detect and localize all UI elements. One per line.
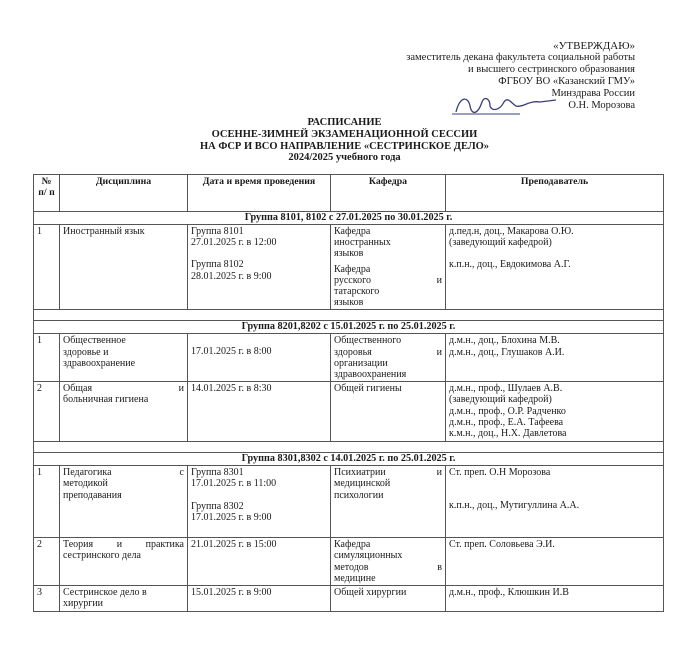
row-teacher xyxy=(446,466,664,538)
teacher-line: (заведующий кафедрой) xyxy=(449,237,552,249)
title-line: 2024/2025 учебного года xyxy=(288,152,401,164)
teacher-line: к.м.н., доц., Н.Х. Давлетова xyxy=(449,428,567,440)
row-num: 2 xyxy=(34,382,60,442)
row-teacher xyxy=(446,225,664,310)
table-row xyxy=(34,586,664,612)
table-row xyxy=(34,466,664,538)
spacer-row xyxy=(34,442,664,453)
table-row xyxy=(34,334,664,382)
row-department: Общей хирургии xyxy=(331,586,446,612)
row-num: 3 xyxy=(34,586,60,612)
row-num: 2 xyxy=(34,538,60,586)
row-datetime xyxy=(188,225,331,310)
department-line: медицине xyxy=(334,572,376,584)
department-line: Кафедра xyxy=(334,539,371,551)
discipline-line: Теория и практика xyxy=(63,539,184,551)
spacer-row xyxy=(34,310,664,321)
row-department xyxy=(331,225,446,310)
department-line: медицинской xyxy=(334,478,391,490)
teacher-line: Ст. преп. О.Н Морозова xyxy=(449,467,551,479)
header-num: № п/ п xyxy=(34,175,60,212)
group-title: Группа 8101, 8102 с 27.01.2025 по 30.01.2025 г. xyxy=(34,212,664,225)
row-discipline: Иностранный язык xyxy=(60,225,188,310)
datetime-line: Группа 8302 xyxy=(191,500,244,512)
title-line: РАСПИСАНИЕ xyxy=(307,117,382,128)
department-line: психологии xyxy=(334,489,384,501)
row-department xyxy=(331,538,446,586)
discipline-line: Сестринское дело в xyxy=(63,587,147,599)
datetime-line: 28.01.2025 г. в 9:00 xyxy=(191,270,272,282)
group-header-row xyxy=(34,212,664,225)
header-teacher: Преподаватель xyxy=(446,175,664,212)
department-line: Общественного xyxy=(334,335,402,347)
teacher-line: д.м.н., доц., Глушаков А.И. xyxy=(449,346,565,358)
row-department xyxy=(331,466,446,538)
teacher-line: (заведующий кафедрой) xyxy=(449,394,552,406)
approval-line: заместитель декана факультета социальной работы xyxy=(406,52,635,63)
department-line: здравоохранения xyxy=(334,369,407,381)
signature-line xyxy=(568,100,635,112)
schedule-table xyxy=(33,174,664,612)
row-datetime: 15.01.2025 г. в 9:00 xyxy=(188,586,331,612)
discipline-line: Педагогика с xyxy=(63,467,184,479)
approval-block xyxy=(315,40,635,112)
group-header-row xyxy=(34,453,664,466)
table-row xyxy=(34,225,664,310)
department-line: иностранных xyxy=(334,237,391,249)
teacher-line: к.п.н., доц., Мутигуллина А.А. xyxy=(449,500,580,512)
teacher-line: д.м.н., проф., О.Р. Радченко xyxy=(449,405,566,417)
teacher-line: к.п.н., доц., Евдокимова А.Г. xyxy=(449,259,571,271)
header-department: Кафедра xyxy=(331,175,446,212)
discipline-line: преподавания xyxy=(63,489,122,501)
department-line: методов в xyxy=(334,561,442,573)
row-num: 1 xyxy=(34,466,60,538)
department-line: Кафедра xyxy=(334,226,371,237)
row-teacher: д.м.н., проф., Клюшкин И.В xyxy=(446,586,664,612)
signer-name: О.Н. Морозова xyxy=(568,100,635,111)
row-discipline xyxy=(60,334,188,382)
group-title: Группа 8301,8302 с 14.01.2025 г. по 25.01.2025 г. xyxy=(34,453,664,466)
department-line: татарского xyxy=(334,286,380,298)
discipline-line: сестринского дела xyxy=(63,550,141,562)
row-num: 1 xyxy=(34,334,60,382)
department-line: организации xyxy=(334,357,388,369)
teacher-line: д.м.н., проф., Шулаев А.В. xyxy=(449,383,563,395)
approval-heading: «УТВЕРЖДАЮ» xyxy=(553,40,635,52)
approval-line: ФГБОУ ВО «Казанский ГМУ» xyxy=(498,76,635,87)
row-num: 1 xyxy=(34,225,60,310)
group-header-row xyxy=(34,321,664,334)
department-line: Психиатрии и xyxy=(334,467,442,479)
row-datetime: 21.01.2025 г. в 15:00 xyxy=(188,538,331,586)
approval-line: Минздрава России xyxy=(551,88,635,99)
approval-line: и высшего сестринского образования xyxy=(468,64,635,75)
department-line: языков xyxy=(334,248,364,260)
department-line: русского и xyxy=(334,274,442,286)
header-datetime: Дата и время проведения xyxy=(188,175,331,212)
department-line: Кафедра xyxy=(334,263,371,275)
discipline-line: хирургии xyxy=(63,598,104,610)
discipline-line: здоровье и xyxy=(63,346,109,358)
datetime-line: 17.01.2025 г. в 8:00 xyxy=(191,346,272,358)
discipline-line: больничная гигиена xyxy=(63,394,149,406)
row-teacher xyxy=(446,382,664,442)
datetime-line: 17.01.2025 г. в 9:00 xyxy=(191,511,272,523)
datetime-line: Группа 8102 xyxy=(191,259,244,271)
row-teacher: Ст. преп. Соловьева Э.И. xyxy=(446,538,664,586)
datetime-line: Группа 8101 xyxy=(191,226,244,237)
discipline-line: Общая и xyxy=(63,383,184,395)
group-title: Группа 8201,8202 с 15.01.2025 г. по 25.01.2025 г. xyxy=(34,321,664,334)
row-department xyxy=(331,334,446,382)
row-datetime: 14.01.2025 г. в 8:30 xyxy=(188,382,331,442)
discipline-line: методикой xyxy=(63,478,108,490)
datetime-line: Группа 8301 xyxy=(191,467,244,479)
discipline-line: Общественное xyxy=(63,335,126,347)
discipline-line: здравоохранение xyxy=(63,357,136,369)
row-discipline xyxy=(60,466,188,538)
table-row xyxy=(34,382,664,442)
department-line: здоровья и xyxy=(334,346,442,358)
teacher-line: д.м.н., проф., Е.А. Тафеева xyxy=(449,416,564,428)
table-header-row xyxy=(34,175,664,212)
row-teacher xyxy=(446,334,664,382)
row-datetime xyxy=(188,334,331,382)
datetime-line: 17.01.2025 г. в 11:00 xyxy=(191,478,277,490)
document-title xyxy=(0,117,689,164)
row-department: Общей гигиены xyxy=(331,382,446,442)
table-row xyxy=(34,538,664,586)
row-discipline xyxy=(60,382,188,442)
teacher-line: д.пед.н, доц., Макарова О.Ю. xyxy=(449,226,574,237)
department-line: языков xyxy=(334,297,364,309)
row-datetime xyxy=(188,466,331,538)
department-line: симуляционных xyxy=(334,550,403,562)
header-discipline: Дисциплина xyxy=(60,175,188,212)
row-discipline xyxy=(60,538,188,586)
teacher-line: д.м.н., доц., Блохина М.В. xyxy=(449,335,560,347)
datetime-line: 27.01.2025 г. в 12:00 xyxy=(191,237,277,249)
row-discipline xyxy=(60,586,188,612)
title-line: ОСЕННЕ-ЗИМНЕЙ ЭКЗАМЕНАЦИОННОЙ СЕССИИ xyxy=(211,128,478,140)
title-line: НА ФСР И ВСО НАПРАВЛЕНИЕ «СЕСТРИНСКОЕ ДЕЛО» xyxy=(199,140,490,152)
